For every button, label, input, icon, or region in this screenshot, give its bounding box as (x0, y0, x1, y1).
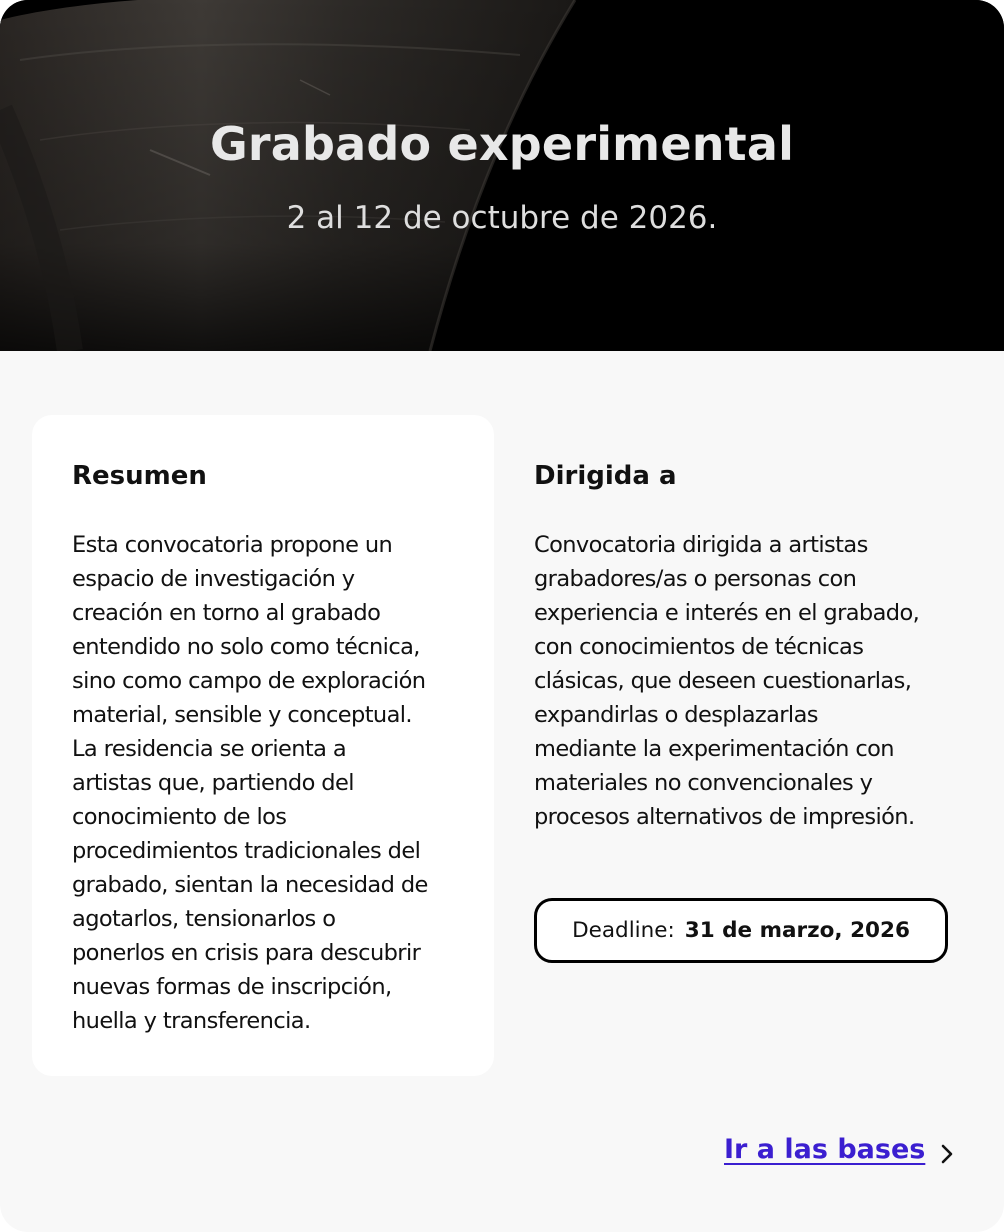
go-to-rules-label: Ir a las bases (724, 1134, 926, 1165)
chevron-right-icon (939, 1143, 955, 1165)
summary-line: Esta convocatoria propone un (72, 532, 393, 558)
summary-line: material, sensible y conceptual. (72, 702, 412, 728)
summary-line: procedimientos tradicionales del (72, 838, 421, 864)
page-title: Grabado experimental (209, 117, 795, 171)
summary-line: huella y transferencia. (72, 1008, 311, 1034)
target-line: expandirlas o desplazarlas (534, 702, 818, 728)
deadline-badge (534, 898, 948, 963)
summary-line: ponerlos en crisis para descubrir (72, 940, 421, 966)
target-line: mediante la experimentación con (534, 736, 894, 762)
target-line: materiales no convencionales y (534, 770, 873, 796)
summary-heading: Resumen (72, 461, 207, 491)
summary-line: conocimiento de los (72, 804, 287, 830)
target-heading: Dirigida a (534, 461, 677, 491)
summary-line: entendido no solo como técnica, (72, 634, 420, 660)
target-line: con conocimientos de técnicas (534, 634, 864, 660)
summary-line: grabado, sientan la necesidad de (72, 872, 428, 898)
summary-line: sino como campo de exploración (72, 668, 426, 694)
target-line: experiencia e interés en el grabado, (534, 600, 920, 626)
deadline-value: 31 de marzo, 2026 (684, 918, 910, 943)
target-line: grabadores/as o personas con (534, 566, 857, 592)
hero-banner (0, 0, 1004, 351)
summary-line: nuevas formas de inscripción, (72, 974, 392, 1000)
target-line: Convocatoria dirigida a artistas (534, 532, 868, 558)
deadline-label: Deadline: (572, 918, 675, 943)
summary-line: La residencia se orienta a (72, 736, 347, 762)
go-to-rules-link[interactable] (724, 1130, 955, 1170)
event-dates: 2 al 12 de octubre de 2026. (286, 200, 718, 236)
target-text (534, 528, 954, 834)
summary-line: agotarlos, tensionarlos o (72, 906, 336, 932)
summary-line: artistas que, partiendo del (72, 770, 354, 796)
target-line: procesos alternativos de impresión. (534, 804, 915, 830)
target-line: clásicas, que deseen cuestionarlas, (534, 668, 912, 694)
summary-line: creación en torno al grabado (72, 600, 381, 626)
summary-text (72, 528, 472, 1038)
summary-line: espacio de investigación y (72, 566, 355, 592)
